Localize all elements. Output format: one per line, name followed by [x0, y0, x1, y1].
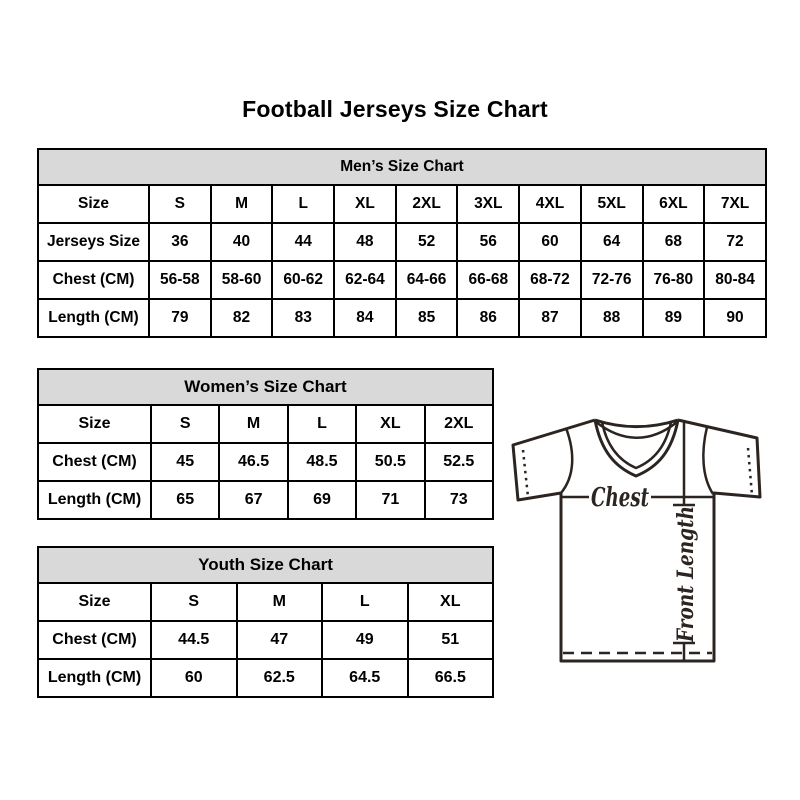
table-header-cell: Women’s Size Chart — [38, 369, 493, 405]
value-cell: 64 — [581, 223, 643, 261]
value-cell: S — [151, 405, 219, 443]
value-cell: 66.5 — [408, 659, 494, 697]
value-cell: 40 — [211, 223, 273, 261]
row-label-cell: Chest (CM) — [38, 443, 151, 481]
value-cell: XL — [356, 405, 424, 443]
value-cell: 67 — [219, 481, 287, 519]
table-row — [38, 583, 493, 621]
value-cell: 68 — [643, 223, 705, 261]
value-cell: 3XL — [457, 185, 519, 223]
table-row — [38, 443, 493, 481]
value-cell: 62.5 — [237, 659, 323, 697]
row-label-cell: Length (CM) — [38, 659, 151, 697]
value-cell: 47 — [237, 621, 323, 659]
value-cell: 44.5 — [151, 621, 237, 659]
row-label-cell: Chest (CM) — [38, 621, 151, 659]
table-row — [38, 299, 766, 337]
value-cell: 68-72 — [519, 261, 581, 299]
value-cell: M — [219, 405, 287, 443]
value-cell: 88 — [581, 299, 643, 337]
value-cell: 69 — [288, 481, 356, 519]
row-label-cell: Size — [38, 185, 149, 223]
value-cell: 60 — [519, 223, 581, 261]
value-cell: S — [151, 583, 237, 621]
value-cell: XL — [408, 583, 494, 621]
row-label-cell: Length (CM) — [38, 481, 151, 519]
value-cell: 60-62 — [272, 261, 334, 299]
value-cell: 58-60 — [211, 261, 273, 299]
table-header-cell: Youth Size Chart — [38, 547, 493, 583]
value-cell: 66-68 — [457, 261, 519, 299]
row-label-cell: Size — [38, 405, 151, 443]
value-cell: L — [288, 405, 356, 443]
table-header-row — [38, 149, 766, 185]
value-cell: 44 — [272, 223, 334, 261]
value-cell: 76-80 — [643, 261, 705, 299]
value-cell: 84 — [334, 299, 396, 337]
value-cell: 82 — [211, 299, 273, 337]
row-label-cell: Length (CM) — [38, 299, 149, 337]
table-row — [38, 223, 766, 261]
jersey-icon — [505, 412, 775, 670]
youth-size-table — [37, 546, 494, 698]
value-cell: 56-58 — [149, 261, 211, 299]
table-header-row — [38, 369, 493, 405]
value-cell: 71 — [356, 481, 424, 519]
value-cell: 64-66 — [396, 261, 458, 299]
value-cell: 60 — [151, 659, 237, 697]
value-cell: 79 — [149, 299, 211, 337]
value-cell: 48 — [334, 223, 396, 261]
value-cell: 89 — [643, 299, 705, 337]
value-cell: 7XL — [704, 185, 766, 223]
table-header-cell: Men’s Size Chart — [38, 149, 766, 185]
value-cell: 45 — [151, 443, 219, 481]
value-cell: 85 — [396, 299, 458, 337]
table-header-row — [38, 547, 493, 583]
table-row — [38, 185, 766, 223]
value-cell: 90 — [704, 299, 766, 337]
value-cell: 49 — [322, 621, 408, 659]
value-cell: 46.5 — [219, 443, 287, 481]
value-cell: 64.5 — [322, 659, 408, 697]
womens-size-table — [37, 368, 494, 520]
value-cell: 56 — [457, 223, 519, 261]
value-cell: S — [149, 185, 211, 223]
value-cell: XL — [334, 185, 396, 223]
front-length-label: Front Length — [673, 479, 699, 642]
row-label-cell: Jerseys Size — [38, 223, 149, 261]
value-cell: 48.5 — [288, 443, 356, 481]
value-cell: 80-84 — [704, 261, 766, 299]
value-cell: 4XL — [519, 185, 581, 223]
jersey-diagram — [505, 412, 775, 670]
value-cell: 5XL — [581, 185, 643, 223]
value-cell: 65 — [151, 481, 219, 519]
table-row — [38, 261, 766, 299]
value-cell: L — [272, 185, 334, 223]
row-label-cell: Chest (CM) — [38, 261, 149, 299]
value-cell: 6XL — [643, 185, 705, 223]
value-cell: 50.5 — [356, 443, 424, 481]
table-row — [38, 621, 493, 659]
value-cell: 2XL — [425, 405, 493, 443]
mens-size-table — [37, 148, 767, 338]
value-cell: M — [211, 185, 273, 223]
value-cell: 51 — [408, 621, 494, 659]
value-cell: 83 — [272, 299, 334, 337]
value-cell: 36 — [149, 223, 211, 261]
value-cell: 52.5 — [425, 443, 493, 481]
value-cell: 2XL — [396, 185, 458, 223]
value-cell: 72 — [704, 223, 766, 261]
value-cell: L — [322, 583, 408, 621]
row-label-cell: Size — [38, 583, 151, 621]
page-title: Football Jerseys Size Chart — [242, 96, 548, 122]
value-cell: 86 — [457, 299, 519, 337]
value-cell: 62-64 — [334, 261, 396, 299]
value-cell: 52 — [396, 223, 458, 261]
table-row — [38, 405, 493, 443]
value-cell: M — [237, 583, 323, 621]
value-cell: 73 — [425, 481, 493, 519]
value-cell: 72-76 — [581, 261, 643, 299]
table-row — [38, 481, 493, 519]
value-cell: 87 — [519, 299, 581, 337]
table-row — [38, 659, 493, 697]
chest-label: Chest — [591, 483, 649, 513]
